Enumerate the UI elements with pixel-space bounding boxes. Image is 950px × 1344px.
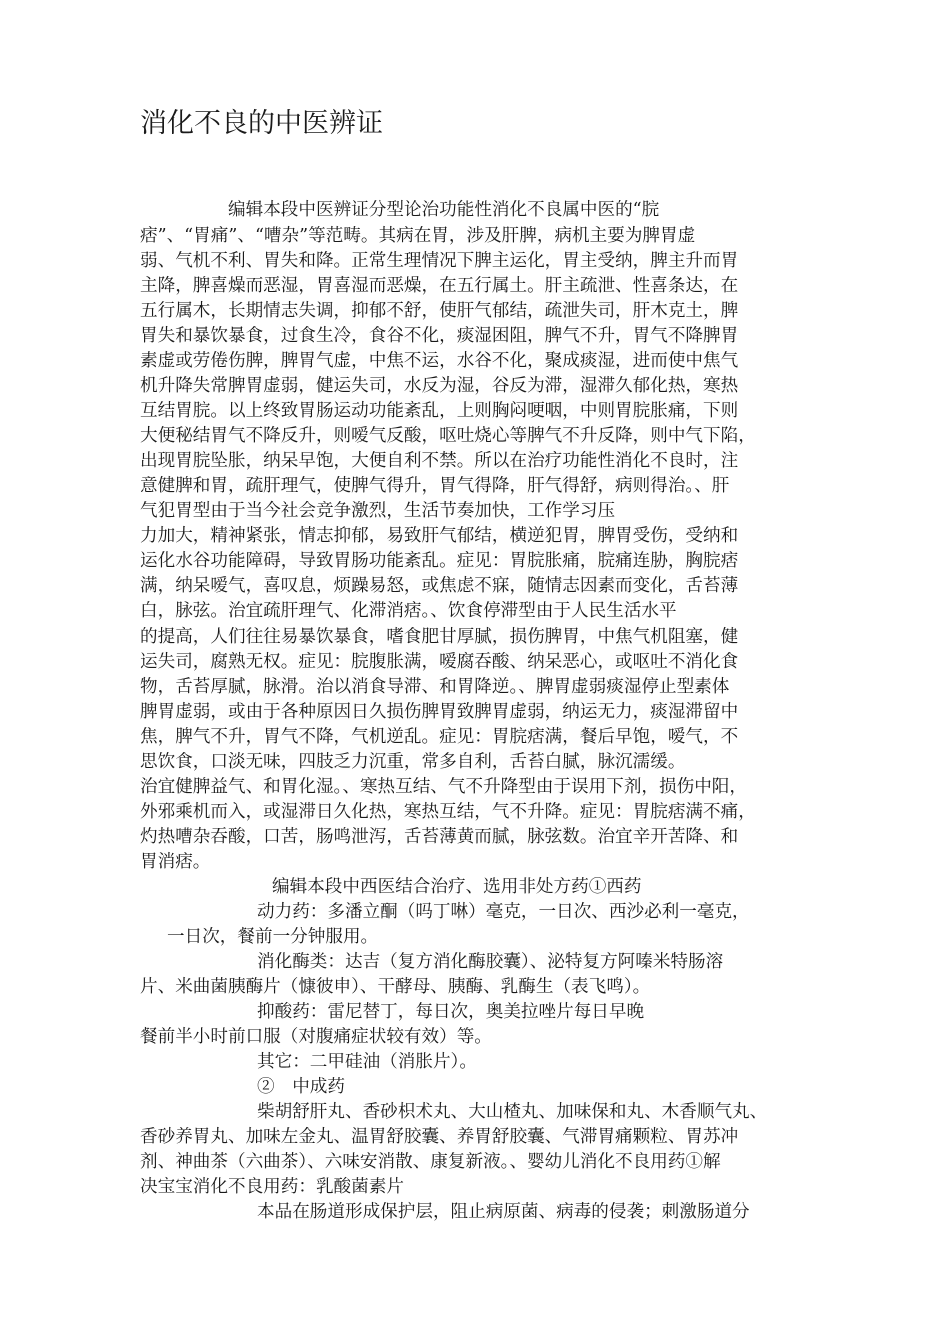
text-line: 气犯胃型由于当今社会竞争激烈，生活节奏加快，工作学习压 (140, 501, 616, 521)
text-line: 的提高，人们往往易暴饮暴食，嗜食肥甘厚腻，损伤脾胃，中焦气机阻塞，健 (140, 627, 739, 647)
text-line: 抑酸药：雷尼替丁，每日次，奥美拉唑片每日早晚 (257, 1002, 645, 1022)
text-line: 素虚或劳倦伤脾，脾胃气虚，中焦不运，水谷不化，聚成痰湿，进而使中焦气 (140, 351, 739, 371)
text-line: 一日次，餐前一分钟服用。 (167, 927, 379, 947)
text-line: 其它：二甲硅油（消胀片）。 (257, 1052, 477, 1072)
text-line: 五行属木，长期情志失调，抑郁不舒，使肝气郁结，疏泄失司，肝木克土，脾 (140, 301, 739, 321)
text-line: 意健脾和胃，疏肝理气，使脾气得升，胃气得降，肝气得舒，病则得治。、肝 (140, 476, 730, 496)
text-line: 机升降失常脾胃虚弱，健运失司，水反为湿，谷反为滞，湿滞久郁化热，寒热 (140, 376, 739, 396)
text-line: ② 中成药 (257, 1077, 345, 1097)
text-line: 胃消痞。 (140, 852, 211, 872)
text-line: 外邪乘机而入，或湿滞日久化热，寒热互结，气不升降。症见：胃脘痞满不痛， (140, 802, 756, 822)
text-line: 主降，脾喜燥而恶湿，胃喜湿而恶燥，在五行属土。肝主疏泄、性喜条达，在 (140, 276, 739, 296)
text-line: 片、米曲菌胰酶片（慷彼申）、干酵母、胰酶、乳酶生（表飞鸣）。 (140, 977, 651, 997)
page-title: 消化不良的中医辨证 (140, 108, 383, 139)
text-line: 柴胡舒肝丸、香砂枳术丸、大山楂丸、加味保和丸、木香顺气丸、 (257, 1102, 768, 1122)
text-line: 剂、神曲茶（六曲茶）、六味安消散、康复新液。、婴幼儿消化不良用药①解 (140, 1152, 721, 1172)
text-line: 餐前半小时前口服（对腹痛症状较有效）等。 (140, 1027, 492, 1047)
text-line: 弱、气机不利、胃失和降。正常生理情况下脾主运化，胃主受纳，脾主升而胃 (140, 251, 739, 271)
text-line: 白，脉弦。治宜疏肝理气、化滞消痞。、饮食停滞型由于人民生活水平 (140, 601, 677, 621)
section-heading: 编辑本段中西医结合治疗、选用非处方药①西药 (272, 877, 642, 897)
text-line: 痞”、“胃痛”、“嘈杂”等范畴。其病在胃，涉及肝脾，病机主要为脾胃虚 (140, 226, 696, 246)
text-line: 运化水谷功能障碍，导致胃肠功能紊乱。症见：胃脘胀痛，脘痛连胁，胸脘痞 (140, 551, 739, 571)
text-line: 满，纳呆嗳气，喜叹息，烦躁易怒，或焦虑不寐，随情志因素而变化，舌苔薄 (140, 576, 739, 596)
text-line: 治宜健脾益气、和胃化湿。、寒热互结、气不升降型由于误用下剂，损伤中阳， (140, 777, 747, 797)
text-line: 物，舌苔厚腻，脉滑。治以消食导滞、和胃降逆。、脾胃虚弱痰湿停止型素体 (140, 677, 730, 697)
text-line: 脾胃虚弱，或由于各种原因日久损伤脾胃致脾胃虚弱，纳运无力，痰湿滞留中 (140, 702, 739, 722)
text-line: 香砂养胃丸、加味左金丸、温胃舒胶囊、养胃舒胶囊、气滞胃痛颗粒、胃苏冲 (140, 1127, 739, 1147)
text-line: 思饮食，口淡无味，四肢乏力沉重，常多自利，舌苔白腻，脉沉濡缓。 (140, 752, 686, 772)
text-line: 力加大，精神紧张，情志抑郁，易致肝气郁结，横逆犯胃，脾胃受伤，受纳和 (140, 526, 739, 546)
text-line: 出现胃脘坠胀，纳呆早饱，大便自利不禁。所以在治疗功能性消化不良时，注 (140, 451, 739, 471)
text-line: 灼热嘈杂吞酸，口苦，肠鸣泄泻，舌苔薄黄而腻，脉弦数。治宜辛开苦降、和 (140, 827, 739, 847)
text-line: 胃失和暴饮暴食，过食生冷，食谷不化，痰湿困阻，脾气不升，胃气不降脾胃 (140, 326, 739, 346)
text-line: 决宝宝消化不良用药：乳酸菌素片 (140, 1177, 404, 1197)
text-line: 消化酶类：达吉（复方消化酶胶囊）、泌特复方阿嗪米特肠溶 (257, 952, 724, 972)
text-line: 本品在肠道形成保护层，阻止病原菌、病毒的侵袭；刺激肠道分 (257, 1202, 750, 1222)
text-line: 大便秘结胃气不降反升，则嗳气反酸，呕吐烧心等脾气不升反降，则中气下陷， (140, 426, 756, 446)
text-line: 动力药：多潘立酮（吗丁啉）毫克，一日次、西沙必利一毫克， (257, 902, 750, 922)
text-line: 互结胃脘。以上终致胃肠运动功能紊乱，上则胸闷哽咽，中则胃脘胀痛，下则 (140, 401, 739, 421)
text-line: 编辑本段中医辨证分型论治功能性消化不良属中医的“脘 (228, 200, 660, 220)
text-line: 运失司，腐熟无权。症见：脘腹胀满，嗳腐吞酸、纳呆恶心，或呕吐不消化食 (140, 652, 739, 672)
text-line: 焦，脾气不升，胃气不降，气机逆乱。症见：胃脘痞满，餐后早饱，嗳气，不 (140, 727, 739, 747)
